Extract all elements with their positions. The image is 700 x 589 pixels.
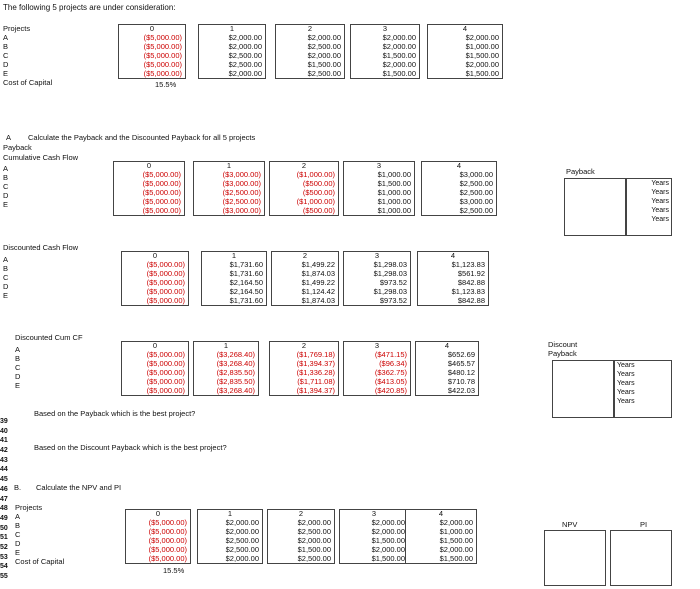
row-label-e: E	[3, 291, 9, 300]
cell: $1,000.00	[465, 42, 499, 51]
part-a-letter: A	[6, 133, 12, 142]
row-label-d: D	[15, 539, 21, 548]
cell: ($5,000.00)	[143, 42, 182, 51]
cell: ($5,000.00)	[143, 69, 182, 78]
year-header: 1	[227, 509, 233, 518]
year-header: 0	[152, 341, 158, 350]
years-unit: Years	[617, 389, 635, 396]
question-payback: Based on the Payback which is the best project?	[34, 409, 196, 418]
row-number: 52	[0, 543, 8, 551]
row-number: 51	[0, 534, 8, 542]
years-unit: Years	[617, 380, 635, 387]
row-number: 43	[0, 456, 8, 464]
year-header: 3	[382, 24, 388, 33]
row-number: 53	[0, 553, 8, 561]
cell: $652.69	[447, 350, 475, 359]
cell: ($1,000.00)	[296, 197, 335, 206]
cell: $2,500.00	[225, 545, 259, 554]
row-label-d: D	[3, 282, 9, 291]
col-year-4	[405, 509, 477, 564]
cell: $2,000.00	[439, 518, 473, 527]
cell: $842.88	[457, 296, 485, 305]
years-unit: Years	[651, 189, 669, 196]
row-label-b: B	[15, 521, 21, 530]
year-header: 1	[231, 251, 237, 260]
cell: ($420.85)	[374, 386, 407, 395]
cell: ($5,000.00)	[146, 278, 185, 287]
cell: ($5,000.00)	[148, 527, 187, 536]
cell: ($5,000.00)	[146, 386, 185, 395]
row-label-b: B	[15, 354, 21, 363]
years-unit: Years	[617, 371, 635, 378]
row-label-d: D	[15, 372, 21, 381]
cell: $842.88	[457, 278, 485, 287]
cell: $1,124.42	[301, 287, 335, 296]
years-unit: Years	[617, 362, 635, 369]
question-discount-payback: Based on the Discount Payback which is the best project?	[34, 443, 227, 452]
row-number: 46	[0, 485, 8, 493]
cumulative-header: Cumulative Cash Flow	[3, 153, 79, 162]
col-year-1	[193, 161, 265, 216]
row-label-c: C	[3, 273, 9, 282]
cell: $710.78	[447, 377, 475, 386]
part-b-letter: B.	[14, 483, 22, 492]
row-label-a: A	[15, 345, 21, 354]
discounted-cum-header: Discounted Cum CF	[15, 333, 83, 342]
cell: $422.03	[447, 386, 475, 395]
cell: $1,500.00	[377, 179, 411, 188]
cell: $465.57	[447, 359, 475, 368]
cell: ($500.00)	[302, 179, 335, 188]
col-year-2	[275, 24, 345, 79]
cost-of-capital-value: 15.5%	[163, 566, 185, 575]
cell: $1,500.00	[439, 554, 473, 563]
cell: $1,123.83	[451, 260, 485, 269]
years-unit: Years	[651, 198, 669, 205]
cell: $2,500.00	[459, 179, 493, 188]
row-label-c: C	[15, 530, 21, 539]
row-number: 41	[0, 437, 8, 445]
projects-header: Projects	[15, 503, 43, 512]
row-number: 50	[0, 524, 8, 532]
years-unit: Years	[651, 180, 669, 187]
cell: $480.12	[447, 368, 475, 377]
pi-answer-box[interactable]	[610, 530, 672, 586]
year-header: 4	[450, 251, 456, 260]
npv-label: NPV	[562, 520, 578, 529]
cell: $2,000.00	[225, 518, 259, 527]
row-number: 54	[0, 563, 8, 571]
col-year-0	[121, 251, 189, 306]
cell: $3,000.00	[459, 197, 493, 206]
npv-answer-box[interactable]	[544, 530, 606, 586]
cell: $1,123.83	[451, 287, 485, 296]
cell: ($5,000.00)	[146, 287, 185, 296]
cell: $1,000.00	[377, 170, 411, 179]
row-label-a: A	[3, 33, 9, 42]
year-header: 0	[155, 509, 161, 518]
year-header: 3	[374, 251, 380, 260]
discount-payback-label-1: Discount	[548, 340, 578, 349]
row-label-a: A	[15, 512, 21, 521]
cell: ($1,394.37)	[296, 359, 335, 368]
cumulative-cash-flow-table	[3, 153, 503, 231]
cell: $2,000.00	[228, 69, 262, 78]
discounted-header: Discounted Cash Flow	[3, 243, 79, 252]
cell: ($5,000.00)	[142, 179, 181, 188]
row-label-d: D	[3, 60, 9, 69]
cell: ($2,500.00)	[222, 197, 261, 206]
year-header: 0	[152, 251, 158, 260]
cell: $2,000.00	[297, 518, 331, 527]
cell: ($5,000.00)	[142, 188, 181, 197]
year-header: 1	[223, 341, 229, 350]
pi-label: PI	[640, 520, 648, 529]
years-unit: Years	[651, 216, 669, 223]
col-year-2	[267, 509, 335, 564]
cell: $2,000.00	[307, 51, 341, 60]
cell: $2,500.00	[228, 60, 262, 69]
cell: $2,000.00	[382, 60, 416, 69]
npv-projects-table	[3, 503, 503, 585]
cell: ($3,268.40)	[216, 386, 255, 395]
cell: ($413.05)	[374, 377, 407, 386]
cell: $561.92	[457, 269, 485, 278]
cell: ($471.15)	[374, 350, 407, 359]
cell: ($5,000.00)	[146, 350, 185, 359]
row-number: 47	[0, 495, 8, 503]
years-unit: Years	[617, 398, 635, 405]
cell: $2,500.00	[228, 51, 262, 60]
cell: $1,500.00	[307, 60, 341, 69]
col-year-4	[421, 161, 497, 216]
cell: ($5,000.00)	[148, 554, 187, 563]
year-header: 2	[307, 24, 313, 33]
row-label-e: E	[3, 69, 9, 78]
cell: $2,000.00	[382, 33, 416, 42]
row-label-b: B	[3, 264, 9, 273]
cell: $2,000.00	[225, 554, 259, 563]
cell: $2,500.00	[225, 536, 259, 545]
cell: $1,499.22	[301, 260, 335, 269]
cell: $1,298.03	[373, 260, 407, 269]
cell: $2,500.00	[297, 527, 331, 536]
col-year-1	[193, 341, 259, 396]
discounted-cash-flow-table	[3, 243, 503, 323]
cell: ($5,000.00)	[146, 260, 185, 269]
col-year-2	[271, 251, 339, 306]
row-number: 44	[0, 466, 8, 474]
payback-answer-label: Payback	[566, 167, 595, 176]
cell: ($5,000.00)	[146, 377, 185, 386]
cell: $1,731.60	[229, 260, 263, 269]
part-a-instructions: Calculate the Payback and the Discounted Payback for all 5 projects	[28, 133, 256, 142]
row-label-e: E	[15, 548, 21, 557]
discounted-cumulative-table	[3, 333, 503, 413]
cell: $2,000.00	[465, 60, 499, 69]
cell: $1,000.00	[377, 206, 411, 215]
cell: $1,000.00	[377, 188, 411, 197]
cell: ($1,769.18)	[296, 350, 335, 359]
cell: ($5,000.00)	[143, 60, 182, 69]
cell: $1,000.00	[377, 197, 411, 206]
col-year-3	[350, 24, 420, 79]
year-header: 4	[444, 341, 450, 350]
col-year-2	[269, 341, 339, 396]
col-year-3	[343, 251, 411, 306]
cell: $1,500.00	[465, 69, 499, 78]
row-number: 39	[0, 418, 8, 425]
cell: ($3,000.00)	[222, 206, 261, 215]
projects-table	[3, 24, 503, 106]
cell: ($2,835.50)	[216, 368, 255, 377]
cell: $2,000.00	[307, 33, 341, 42]
row-label-a: A	[3, 164, 9, 173]
cell: ($5,000.00)	[146, 368, 185, 377]
cell: ($5,000.00)	[143, 33, 182, 42]
row-label-d: D	[3, 191, 9, 200]
row-label-e: E	[15, 381, 21, 390]
cell: $2,000.00	[228, 42, 262, 51]
row-number: 49	[0, 514, 8, 522]
col-year-3	[339, 509, 409, 564]
cost-of-capital-label: Cost of Capital	[15, 557, 65, 566]
row-label-a: A	[3, 255, 9, 264]
col-year-1	[197, 509, 263, 564]
cell: ($362.75)	[374, 368, 407, 377]
col-year-0	[125, 509, 191, 564]
cell: $2,000.00	[297, 536, 331, 545]
cell: $1,500.00	[297, 545, 331, 554]
cell: ($3,000.00)	[222, 179, 261, 188]
row-number: 55	[0, 573, 8, 580]
col-year-4	[417, 251, 489, 306]
cell: $3,000.00	[459, 170, 493, 179]
row-label-c: C	[3, 182, 9, 191]
cell: ($1,711.08)	[297, 377, 335, 386]
cell: $1,500.00	[382, 69, 416, 78]
col-year-2	[269, 161, 339, 216]
row-label-c: C	[15, 363, 21, 372]
cell: $2,164.50	[229, 287, 263, 296]
part-b-instructions: Calculate the NPV and PI	[36, 483, 122, 492]
payback-units-box	[626, 178, 672, 236]
years-unit: Years	[651, 207, 669, 214]
cell: $1,298.03	[373, 287, 407, 296]
cell: $2,000.00	[225, 527, 259, 536]
cell: ($96.34)	[379, 359, 407, 368]
cell: ($5,000.00)	[142, 197, 181, 206]
cell: ($5,000.00)	[148, 545, 187, 554]
cell: ($5,000.00)	[142, 170, 181, 179]
payback-answer-box[interactable]	[564, 178, 626, 236]
cost-of-capital-label: Cost of Capital	[3, 78, 53, 87]
cell: $1,874.03	[301, 269, 335, 278]
cell: $2,000.00	[371, 527, 405, 536]
col-year-4	[427, 24, 503, 79]
cell: ($3,268.40)	[216, 359, 255, 368]
row-number: 48	[0, 505, 8, 513]
year-header: 2	[301, 161, 307, 170]
year-header: 2	[302, 251, 308, 260]
cell: $1,298.03	[373, 269, 407, 278]
col-year-1	[201, 251, 267, 306]
discount-payback-label-2: Payback	[548, 349, 577, 358]
year-header: 4	[462, 24, 468, 33]
cell: $2,500.00	[459, 206, 493, 215]
payback-label: Payback	[3, 143, 32, 152]
row-label-b: B	[3, 42, 9, 51]
cell: $2,164.50	[229, 278, 263, 287]
cell: $2,500.00	[297, 554, 331, 563]
cell: $1,000.00	[439, 527, 473, 536]
cell: $2,000.00	[382, 42, 416, 51]
cell: $1,731.60	[229, 269, 263, 278]
year-header: 1	[229, 24, 235, 33]
cell: ($500.00)	[302, 206, 335, 215]
cell: $1,731.60	[229, 296, 263, 305]
cell: ($2,500.00)	[222, 188, 261, 197]
row-label-e: E	[3, 200, 9, 209]
intro-text: The following 5 projects are under consideration:	[3, 3, 176, 12]
cell: ($3,000.00)	[222, 170, 261, 179]
discount-payback-answer-box[interactable]	[552, 360, 614, 418]
projects-header: Projects	[3, 24, 31, 33]
cell: ($5,000.00)	[148, 536, 187, 545]
year-header: 1	[226, 161, 232, 170]
cell: ($500.00)	[302, 188, 335, 197]
cell: $973.52	[379, 278, 407, 287]
row-number: 40	[0, 427, 8, 435]
cell: $2,000.00	[439, 545, 473, 554]
cell: ($5,000.00)	[146, 269, 185, 278]
cell: $2,000.00	[228, 33, 262, 42]
cell: $2,500.00	[307, 42, 341, 51]
year-header: 0	[146, 161, 152, 170]
year-header: 2	[301, 341, 307, 350]
cell: ($5,000.00)	[146, 359, 185, 368]
cell: $1,500.00	[439, 536, 473, 545]
cell: $2,500.00	[307, 69, 341, 78]
col-year-3	[343, 341, 411, 396]
cell: $1,500.00	[371, 536, 405, 545]
cell: ($5,000.00)	[143, 51, 182, 60]
row-label-c: C	[3, 51, 9, 60]
cell: $1,500.00	[465, 51, 499, 60]
cell: $2,000.00	[371, 518, 405, 527]
col-year-0	[118, 24, 186, 79]
cost-of-capital-value: 15.5%	[155, 80, 177, 89]
row-number-strip	[0, 417, 12, 582]
year-header: 3	[376, 161, 382, 170]
cell: $2,500.00	[459, 188, 493, 197]
cell: $1,874.03	[301, 296, 335, 305]
cell: ($2,835.50)	[216, 377, 255, 386]
year-header: 3	[374, 341, 380, 350]
year-header: 4	[438, 509, 444, 518]
col-year-4	[415, 341, 479, 396]
year-header: 4	[456, 161, 462, 170]
cell: ($5,000.00)	[142, 206, 181, 215]
cell: ($1,000.00)	[296, 170, 335, 179]
col-year-0	[113, 161, 185, 216]
cell: $1,500.00	[371, 554, 405, 563]
cell: $1,500.00	[382, 51, 416, 60]
year-header: 3	[371, 509, 377, 518]
discount-payback-units-box	[614, 360, 672, 418]
cell: ($3,268.40)	[216, 350, 255, 359]
cell: ($5,000.00)	[148, 518, 187, 527]
row-label-b: B	[3, 173, 9, 182]
cell: ($1,336.28)	[296, 368, 335, 377]
cell: $1,499.22	[301, 278, 335, 287]
col-year-1	[198, 24, 266, 79]
cell: ($5,000.00)	[146, 296, 185, 305]
col-year-3	[343, 161, 415, 216]
cell: ($1,394.37)	[296, 386, 335, 395]
cell: $2,000.00	[371, 545, 405, 554]
col-year-0	[121, 341, 189, 396]
year-header: 2	[298, 509, 304, 518]
cell: $2,000.00	[465, 33, 499, 42]
row-number: 45	[0, 476, 8, 484]
cell: $973.52	[379, 296, 407, 305]
row-number: 42	[0, 447, 8, 455]
year-header: 0	[149, 24, 155, 33]
